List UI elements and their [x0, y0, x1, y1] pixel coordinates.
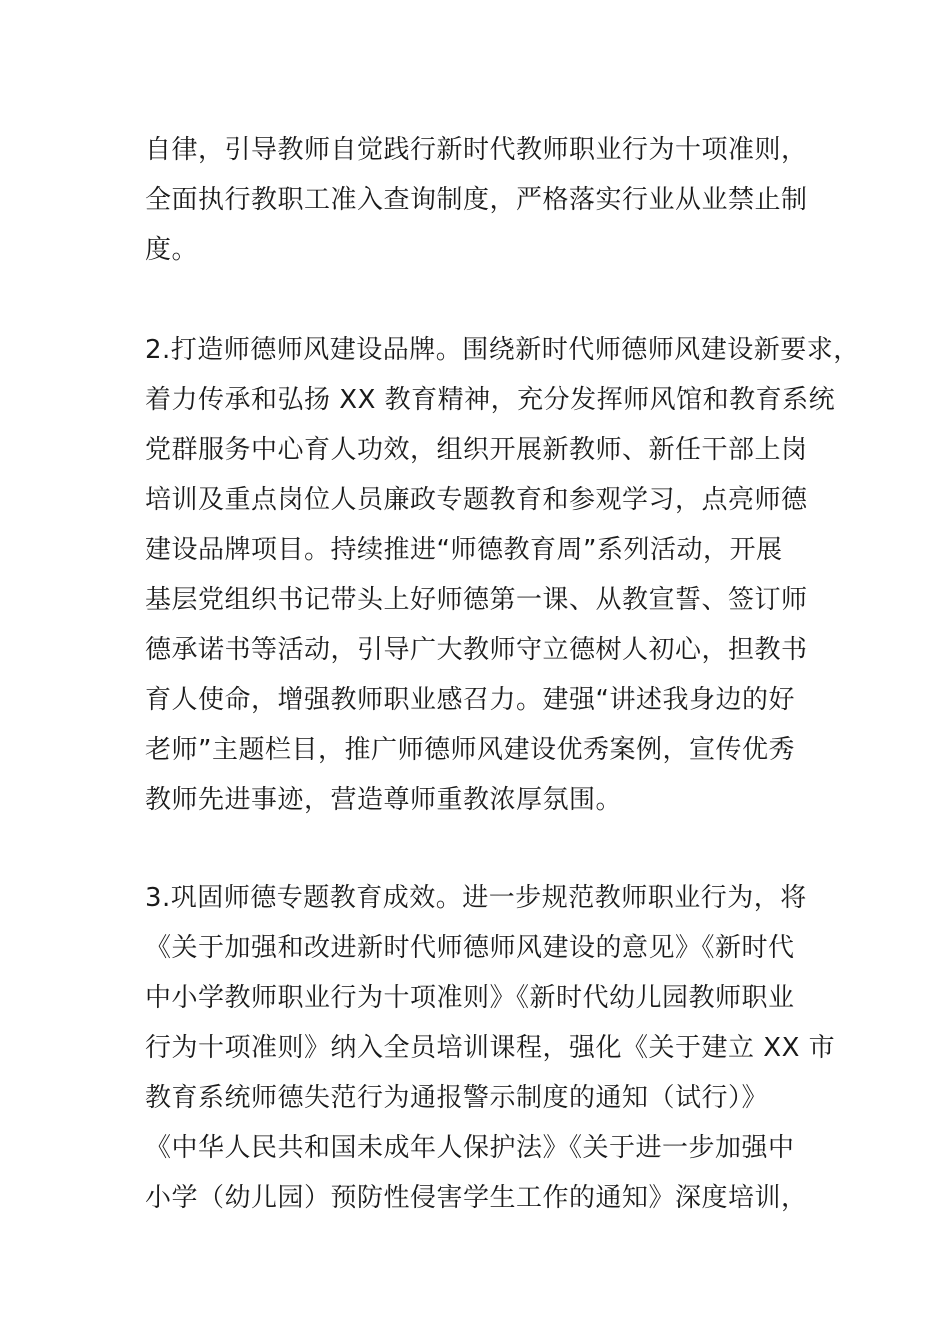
- paragraph-2: [145, 325, 860, 825]
- paragraph-line: 自律，引导教师自觉践行新时代教师职业行为十项准则，: [145, 135, 808, 165]
- paragraph-line: 建设品牌项目。持续推进“师德教育周”系列活动，开展: [145, 535, 783, 565]
- paragraph-line: 老师”主题栏目，推广师德师风建设优秀案例，宣传优秀: [145, 735, 795, 765]
- paragraph-3: [145, 873, 836, 1223]
- paragraph-line: 基层党组织书记带头上好师德第一课、从教宣誓、签订师: [145, 585, 808, 615]
- paragraph-line: 2.打造师德师风建设品牌。围绕新时代师德师风建设新要求，: [145, 335, 860, 365]
- paragraph-line: 3.巩固师德专题教育成效。进一步规范教师职业行为，将: [145, 883, 807, 913]
- paragraph-line: 着力传承和弘扬 XX 教育精神，充分发挥师风馆和教育系统: [145, 385, 836, 415]
- paragraph-line: 度。: [145, 235, 199, 265]
- paragraph-line: 行为十项准则》纳入全员培训课程，强化《关于建立 XX 市: [145, 1033, 836, 1063]
- paragraph-line: 德承诺书等活动，引导广大教师守立德树人初心，担教书: [145, 635, 808, 665]
- paragraph-line: 中小学教师职业行为十项准则》《新时代幼儿园教师职业: [145, 983, 795, 1013]
- paragraph-line: 教师先进事迹，营造尊师重教浓厚氛围。: [145, 785, 623, 815]
- paragraph-line: 《中华人民共和国未成年人保护法》《关于进一步加强中: [145, 1133, 795, 1163]
- paragraph-line: 小学（幼儿园）预防性侵害学生工作的通知》深度培训，: [145, 1183, 808, 1213]
- paragraph-line: 育人使命，增强教师职业感召力。建强“讲述我身边的好: [145, 685, 795, 715]
- paragraph-line: 党群服务中心育人功效，组织开展新教师、新任干部上岗: [145, 435, 808, 465]
- paragraph-line: 教育系统师德失范行为通报警示制度的通知（试行）》: [145, 1083, 769, 1113]
- paragraph-1: [145, 125, 825, 275]
- paragraph-line: 培训及重点岗位人员廉政专题教育和参观学习，点亮师德: [145, 485, 808, 515]
- paragraph-line: 全面执行教职工准入查询制度，严格落实行业从业禁止制: [145, 185, 808, 215]
- paragraph-line: 《关于加强和改进新时代师德师风建设的意见》《新时代: [145, 933, 795, 963]
